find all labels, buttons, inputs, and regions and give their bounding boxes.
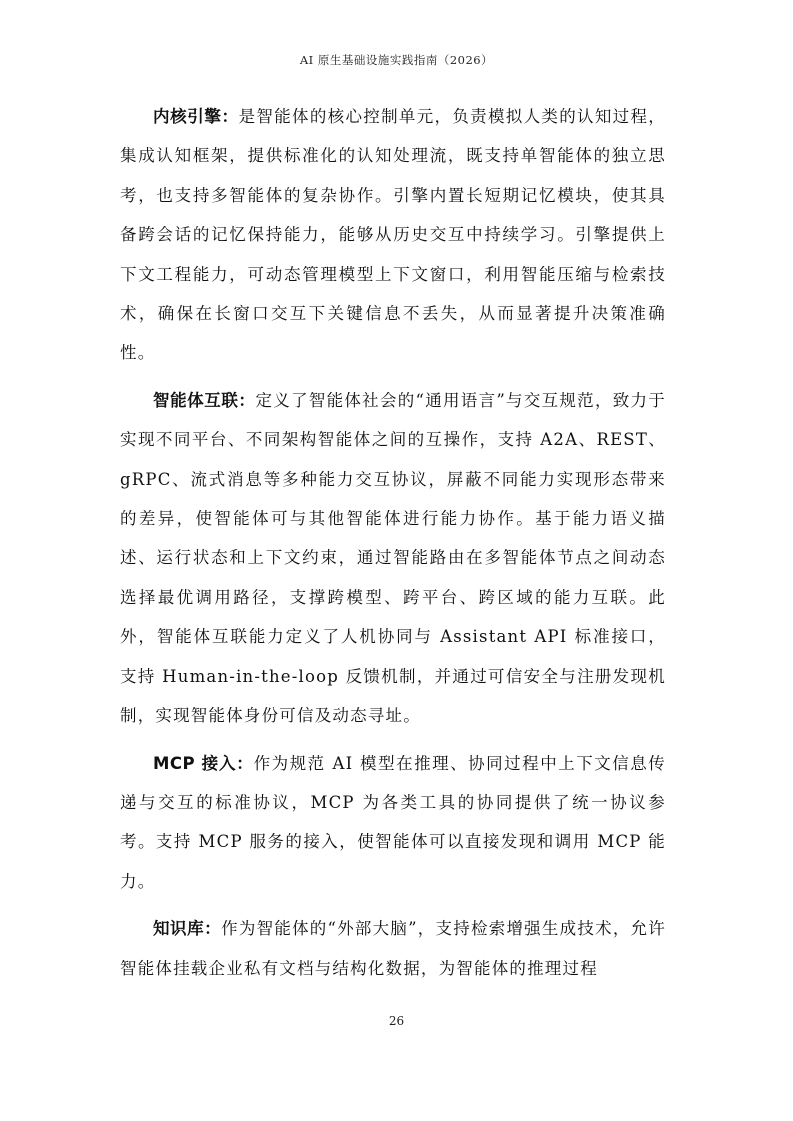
paragraph-text: 作为规范 AI 模型在推理、协同过程中上下文信息传递与交互的标准协议，MCP 为各类工具的协同提供了统一协议参考。支持 MCP 服务的接入，使智能体可以直接发现和调用 MCP 能力。	[120, 753, 666, 891]
paragraph-kernel-engine	[120, 97, 666, 373]
paragraph-knowledge-base	[120, 909, 666, 988]
term-knowledge-base: 知识库：	[153, 919, 222, 939]
paragraph-mcp-access	[120, 744, 666, 902]
paragraph-agent-interconnect	[120, 381, 666, 736]
page-number: 26	[388, 1014, 405, 1028]
term-kernel-engine: 内核引擎：	[153, 107, 239, 126]
term-mcp-access: MCP 接入：	[153, 753, 254, 773]
document-body	[120, 97, 666, 996]
paragraph-text: 定义了智能体社会的“通用语言”与交互规范，致力于实现不同平台、不同架构智能体之间的互操作，支持 A2A、REST、gRPC、流式消息等多种能力交互协议，屏蔽不同能力实现形态带来的差异，使智能体可与其他智能体进行能力协作。基于能力语义描述、运行状态和上下文约束，通过智能路由在多智能体节点之间动态选择最优调用路径，支撑跨模型、跨平台、跨区域的能力互联。此外，智能体互联能力定义了人机协同与 Assistant API 标准接口，支持 Human-in-the-loop 反馈机制，并通过可信安全与注册发现机制，实现智能体身份可信及动态寻址。	[120, 390, 667, 726]
term-agent-interconnect: 智能体互联：	[153, 390, 256, 410]
page-header: AI 原生基础设施实践指南（2026）	[299, 53, 494, 67]
paragraph-text: 是智能体的核心控制单元，负责模拟人类的认知过程，集成认知框架，提供标准化的认知处理流，既支持单智能体的独立思考，也支持多智能体的复杂协作。引擎内置长短期记忆模块，使其具备跨会话的记忆保持能力，能够从历史交互中持续学习。引擎提供上下文工程能力，可动态管理模型上下文窗口，利用智能压缩与检索技术，确保在长窗口交互下关键信息不丢失，从而显著提升决策准确性。	[120, 107, 666, 363]
paragraph-text: 作为智能体的“外部大脑”，支持检索增强生成技术，允许智能体挂载企业私有文档与结构化数据，为智能体的推理过程	[120, 919, 667, 978]
